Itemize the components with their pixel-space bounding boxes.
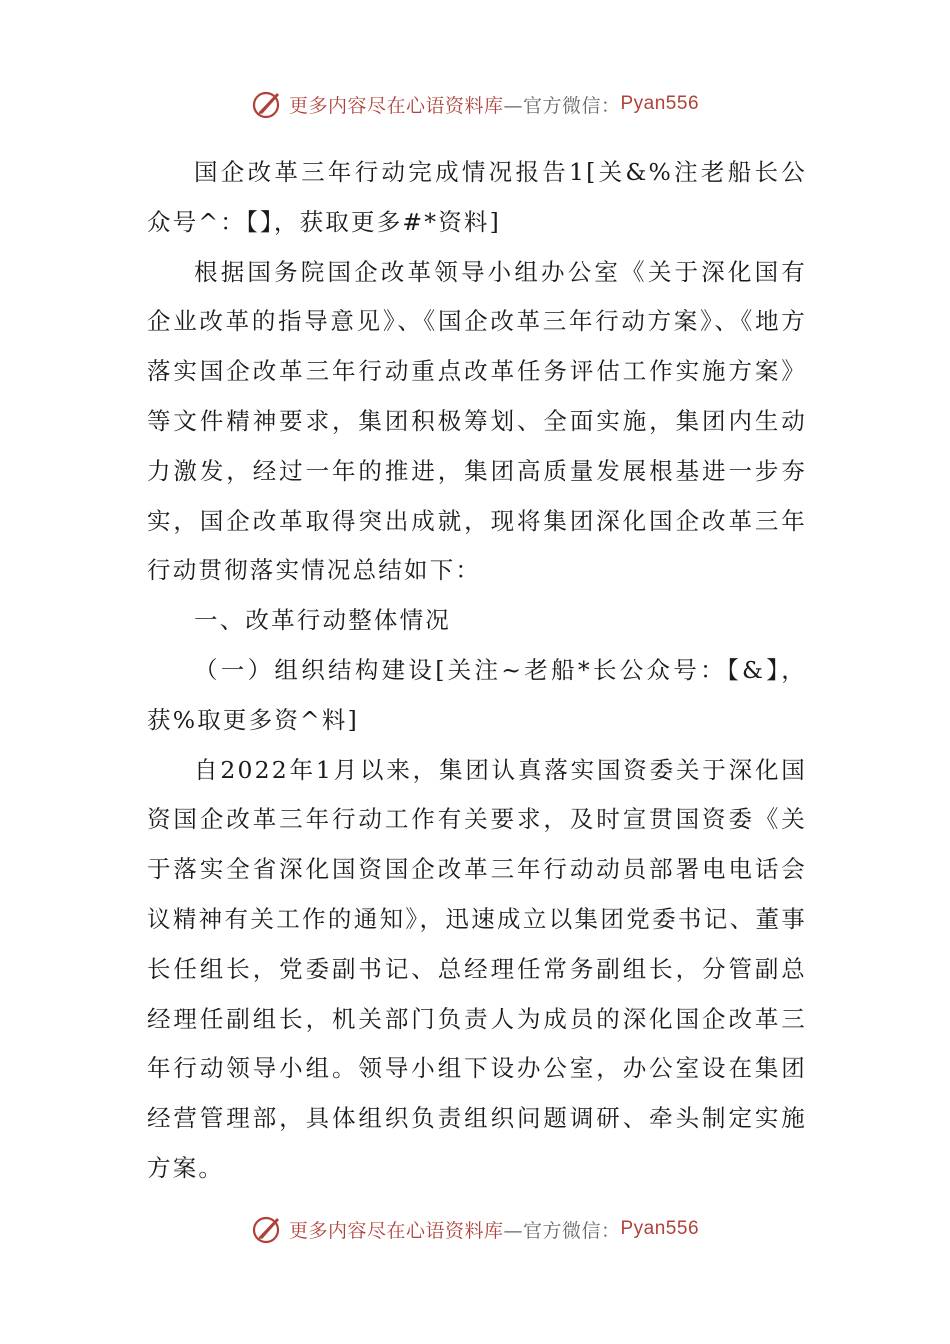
quill-pen-logo-icon: [251, 88, 283, 120]
header-watermark-banner: [0, 82, 950, 126]
document-body: [147, 148, 807, 1194]
subsection-heading: （一）组织结构建设[关注~老船*长公众号：【&】，获%取更多资^料]: [147, 655, 807, 734]
intro-paragraph: 根据国务院国企改革领导小组办公室《关于深化国有企业改革的指导意见》、《国企改革三年行动方案》、《地方落实国企改革三年行动重点改革任务评估工作实施方案》等文件精神要求，集团积极筹划、全面实施，集团内生动力激发，经过一年的推进，集团高质量发展根基进一步夯实，国企改革取得突出成就，现将集团深化国企改革三年行动贯彻落实情况总结如下：: [147, 257, 807, 585]
banner-text-wechat-id: Pyan556: [620, 93, 700, 114]
banner-text-main: 更多内容尽在心语资料库: [288, 1219, 504, 1242]
banner-text-main: 更多内容尽在心语资料库: [288, 94, 504, 117]
document-title: 国企改革三年行动完成情况报告1[关&%注老船长公众号^：【】，获取更多#*资料]: [147, 158, 807, 236]
section-heading: 一、改革行动整体情况: [194, 606, 451, 635]
quill-pen-logo-icon: [251, 1213, 283, 1245]
body-paragraph: 自2022年1月以来，集团认真落实国资委关于深化国资国企改革三年行动工作有关要求，及时宣贯国资委《关于落实全省深化国资国企改革三年行动动员部署电电话会议精神有关工作的通知》，迅速成立以集团党委书记、董事长任组长，党委副书记、总经理任常务副组长，分管副总经理任副组长，机关部门负责人为成员的深化国企改革三年行动领导小组。领导小组下设办公室，办公室设在集团经营管理部，具体组织负责组织问题调研、牵头制定实施方案。: [147, 755, 807, 1182]
banner-text-wechat-label: —官方微信：: [503, 94, 621, 117]
banner-text-wechat-label: —官方微信：: [503, 1219, 621, 1242]
footer-watermark-banner: [0, 1207, 950, 1251]
banner-text-wechat-id: Pyan556: [620, 1218, 700, 1239]
